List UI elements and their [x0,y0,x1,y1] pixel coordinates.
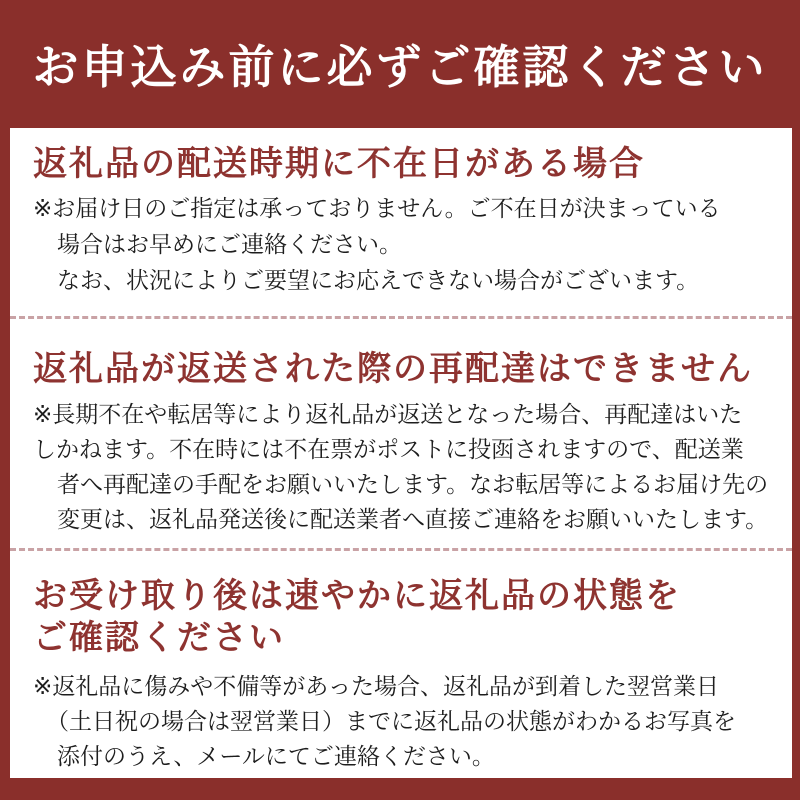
content-panel [10,128,792,778]
page-title: お申込み前に必ずご確認ください [32,41,768,93]
section-body [33,397,776,537]
section-body [33,190,776,298]
notice-line: ※お届け日のご指定は承っておりません。ご不在日が決まっている [33,195,721,221]
notice-line: 場合はお早めにご連絡ください。 [57,231,402,257]
notice-line: なお、状況によりご要望にお応えできない場合がございます。 [57,267,700,293]
section-heading: お受け取り後は速やかに返礼品の状態を [33,577,681,615]
notice-line: しかねます。不在時には不在票がポストに投函されますので、配送業 [33,436,744,462]
section-heading: 返礼品が返送された際の再配達はできません [33,350,753,388]
header-banner [0,0,800,128]
section-body [33,669,776,774]
section-heading: ご確認ください [33,619,285,657]
notice-line: （土日祝の場合は翌営業日）までに返礼品の状態がわかるお写真を [46,708,736,734]
section-heading: 返礼品の配送時期に不在日がある場合 [33,145,645,183]
notice-line: 者へ再配達の手配をお願いいたします。なお転居等によるお届け先の [57,471,769,497]
notice-line: ※返礼品に傷みや不備等があった場合、返礼品が到着した翌営業日 [33,673,720,699]
notice-line: 変更は、返礼品発送後に配送業者へ直接ご連絡をお願いいたします。 [57,506,769,532]
notice-line: ※長期不在や転居等により返礼品が返送となった場合、再配達はいた [33,401,743,427]
section-check-condition [10,551,792,774]
section-delivery-absence [10,128,792,298]
section-no-redelivery [10,319,792,537]
notice-line: 添付のうえ、メールにてご連絡ください。 [57,743,495,769]
